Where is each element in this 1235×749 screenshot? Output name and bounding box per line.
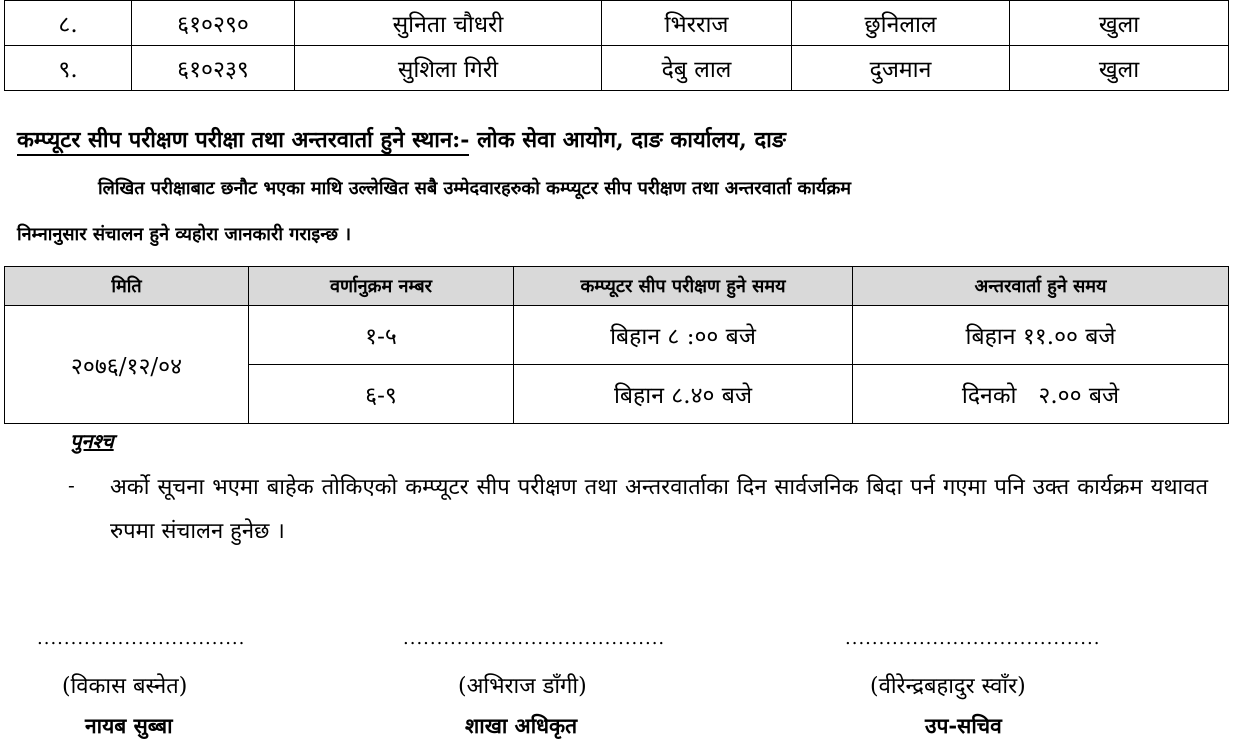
postscript-title: पुनश्च bbox=[70, 429, 114, 453]
serial-cell: ९. bbox=[5, 46, 132, 91]
signature-line: ...................................... bbox=[845, 628, 1101, 649]
computer-time-cell: बिहान ८ :०० बजे bbox=[514, 306, 853, 365]
signature-line: ............................... bbox=[37, 628, 246, 649]
signature-line: ....................................... bbox=[403, 628, 666, 649]
venue-label: कम्प्यूटर सीप परीक्षण परीक्षा तथा अन्तरवार्ता हुने स्थान:- bbox=[17, 127, 469, 156]
group-cell: खुला bbox=[1010, 46, 1229, 91]
name-cell: सुनिता चौधरी bbox=[295, 1, 602, 46]
date-cell: २०७६/१२/०४ bbox=[5, 306, 249, 424]
schedule-header-row bbox=[5, 267, 1229, 306]
header-interview-time: अन्तरवार्ता हुने समय bbox=[853, 267, 1229, 306]
range-cell: १-५ bbox=[249, 306, 514, 365]
father-cell: देबु लाल bbox=[602, 46, 792, 91]
signatory-name: (वीरेन्द्रबहादुर स्वाँर) bbox=[870, 674, 1026, 699]
schedule-table bbox=[4, 266, 1229, 424]
table-row bbox=[5, 46, 1229, 91]
roll-cell: ६१०२९० bbox=[132, 1, 295, 46]
table-row bbox=[5, 306, 1229, 365]
serial-cell: ८. bbox=[5, 1, 132, 46]
group-cell: खुला bbox=[1010, 1, 1229, 46]
name-cell: सुशिला गिरी bbox=[295, 46, 602, 91]
header-date: मिति bbox=[5, 267, 249, 306]
roll-cell: ६१०२३९ bbox=[132, 46, 295, 91]
interview-time-cell: बिहान ११.०० बजे bbox=[853, 306, 1229, 365]
computer-time-cell: बिहान ८.४० बजे bbox=[514, 365, 853, 424]
signatory-role: उप-सचिव bbox=[925, 713, 1002, 738]
interview-time-cell: दिनको २.०० बजे bbox=[853, 365, 1229, 424]
signatory-role: शाखा अधिकृत bbox=[465, 713, 578, 738]
father-cell: भिरराज bbox=[602, 1, 792, 46]
range-cell: ६-९ bbox=[249, 365, 514, 424]
header-range: वर्णानुक्रम नम्बर bbox=[249, 267, 514, 306]
table-row bbox=[5, 1, 1229, 46]
signatory-role: नायब सुब्बा bbox=[85, 713, 173, 738]
grandfather-cell: छुनिलाल bbox=[792, 1, 1010, 46]
notice-line-2: निम्नानुसार संचालन हुने व्यहोरा जानकारी गराइन्छ । bbox=[17, 224, 352, 245]
venue-heading bbox=[17, 124, 786, 154]
signatory-name: (अभिराज डाँगी) bbox=[458, 674, 587, 699]
grandfather-cell: दुजमान bbox=[792, 46, 1010, 91]
header-computer-time: कम्प्यूटर सीप परीक्षण हुने समय bbox=[514, 267, 853, 306]
venue-value: लोक सेवा आयोग, दाङ कार्यालय, दाङ bbox=[469, 127, 786, 153]
candidate-table bbox=[4, 0, 1229, 91]
postscript-bullet: - bbox=[68, 473, 75, 497]
signatory-name: (विकास बस्नेत) bbox=[62, 674, 188, 699]
postscript-text: अर्को सूचना भएमा बाहेक तोकिएको कम्प्यूटर सीप परीक्षण तथा अन्तरवार्ताका दिन सार्वजनिक बिदा पर्न गएमा पनि उक्त कार्यक्रम यथावत रुपमा संचालन हुनेछ । bbox=[110, 475, 1208, 544]
notice-line-1: लिखित परीक्षाबाट छनौट भएका माथि उल्लेखित सबै उम्मेदवारहरुको कम्प्यूटर सीप परीक्षण तथा अन्तरवार्ता कार्यक्रम bbox=[98, 178, 852, 199]
